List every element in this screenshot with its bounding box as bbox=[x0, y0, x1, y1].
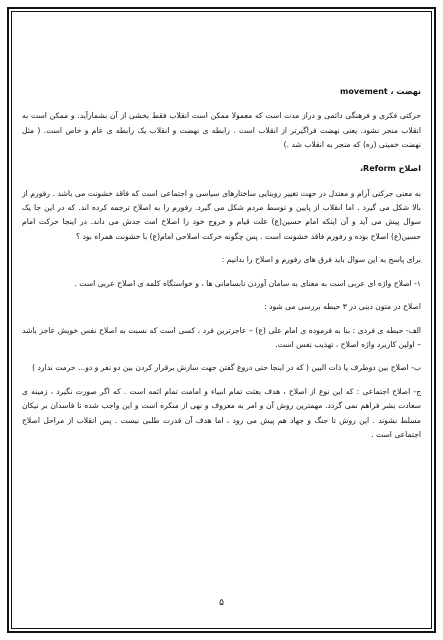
heading-movement: نهضت ، movement bbox=[339, 87, 421, 96]
paragraph-one: ۱- اصلاح واژه ای عربی است به معنای به سامان آوردن نابسامانی ها ، و خواستگاه کلمه ی اصلاح عربی است . bbox=[74, 278, 421, 288]
paragraph-reform: به معنی حرکتی آرام و معتدل در جهت تغییر روبنایی ساختارهای سیاسی و اجتماعی است که فاقد خشونت می باشد . رفورم از بالا شکل می گیرد . اما انقلاب از پایین و توسط مردم شکل می گیرد. رفورم را به اصلاح ترجمه کرده اند. که در این جا یک سوال پیش می آید و آن اینکه امام حسین(ع) علت قیام و خروج خود را اصلاح امت جدش می داند. در اینجا حرکت امام حسین(ع) اصلاح بوده و رفورم فاقد خشونت است . پس چگونه حرکت اصلاحی امام(ع) با خشونت همراه بود ؟ bbox=[22, 188, 421, 241]
page-number: ۵ bbox=[219, 598, 224, 608]
paragraph-movement: حرکتی فکری و فرهنگی دائمی و دراز مدت است که معمولا ممکن است انقلاب فقط بخشی از آن بشمارآید. و ممکن است به انقلاب منجر نشود. یعنی نهضت فراگیرتر از انقلاب است . رابطه ی نهضت و انقلاب یک رابطه ی عام و خاص است. ( مثل نهضت خمینی (ره) که منجر به انقلاب شد .) bbox=[22, 111, 421, 150]
paragraph-alef: الف- حیطه ی فردی : بنا به فرموده ی امام علی (ع) – عاجزترین فرد ، کسی است که نسبت به اصلاح نفس خویش عاجز باشد – اولین کاربرد واژه اصلاح ، تهذیب نفس است. bbox=[22, 325, 421, 350]
heading-reform: اصلاح Reform، bbox=[360, 164, 421, 174]
paragraph-be: ب- اصلاح بین دوطرف یا ذات البین ( که در اینجا حتی دروغ گفتن جهت سازش برقرار کردن بین دو نفر و دو... حرمت ندارد ) bbox=[32, 363, 421, 373]
paragraph-jim: ج- اصلاح اجتماعی : که این نوع از اصلاح ، هدف بعثت تمام انبیاء و امامت تمام ائمه است . که اگر صورت نگیرد ، زمینه ی سعادت بشر فراهم نمی گردد. مهمترین روش آن و امر به معروف و نهی از منکره است و این واجب شده تا فاسدان بر نیکان مسلط نشوند . این روش تا جنگ و جهاد هم پیش می رود ، اما هدف آن قدرت طلبی نیست . پس انقلاب از مراحل اصلاح اجتماعی است . bbox=[22, 386, 421, 440]
paragraph-answer: برای پاسخ به این سوال باید فرق های رفورم و اصلاح را بدانیم : bbox=[221, 255, 421, 265]
paragraph-three: اصلاح در متون دینی در ۳ حیطه بررسی می شود : bbox=[264, 302, 421, 312]
document-body bbox=[22, 78, 421, 452]
